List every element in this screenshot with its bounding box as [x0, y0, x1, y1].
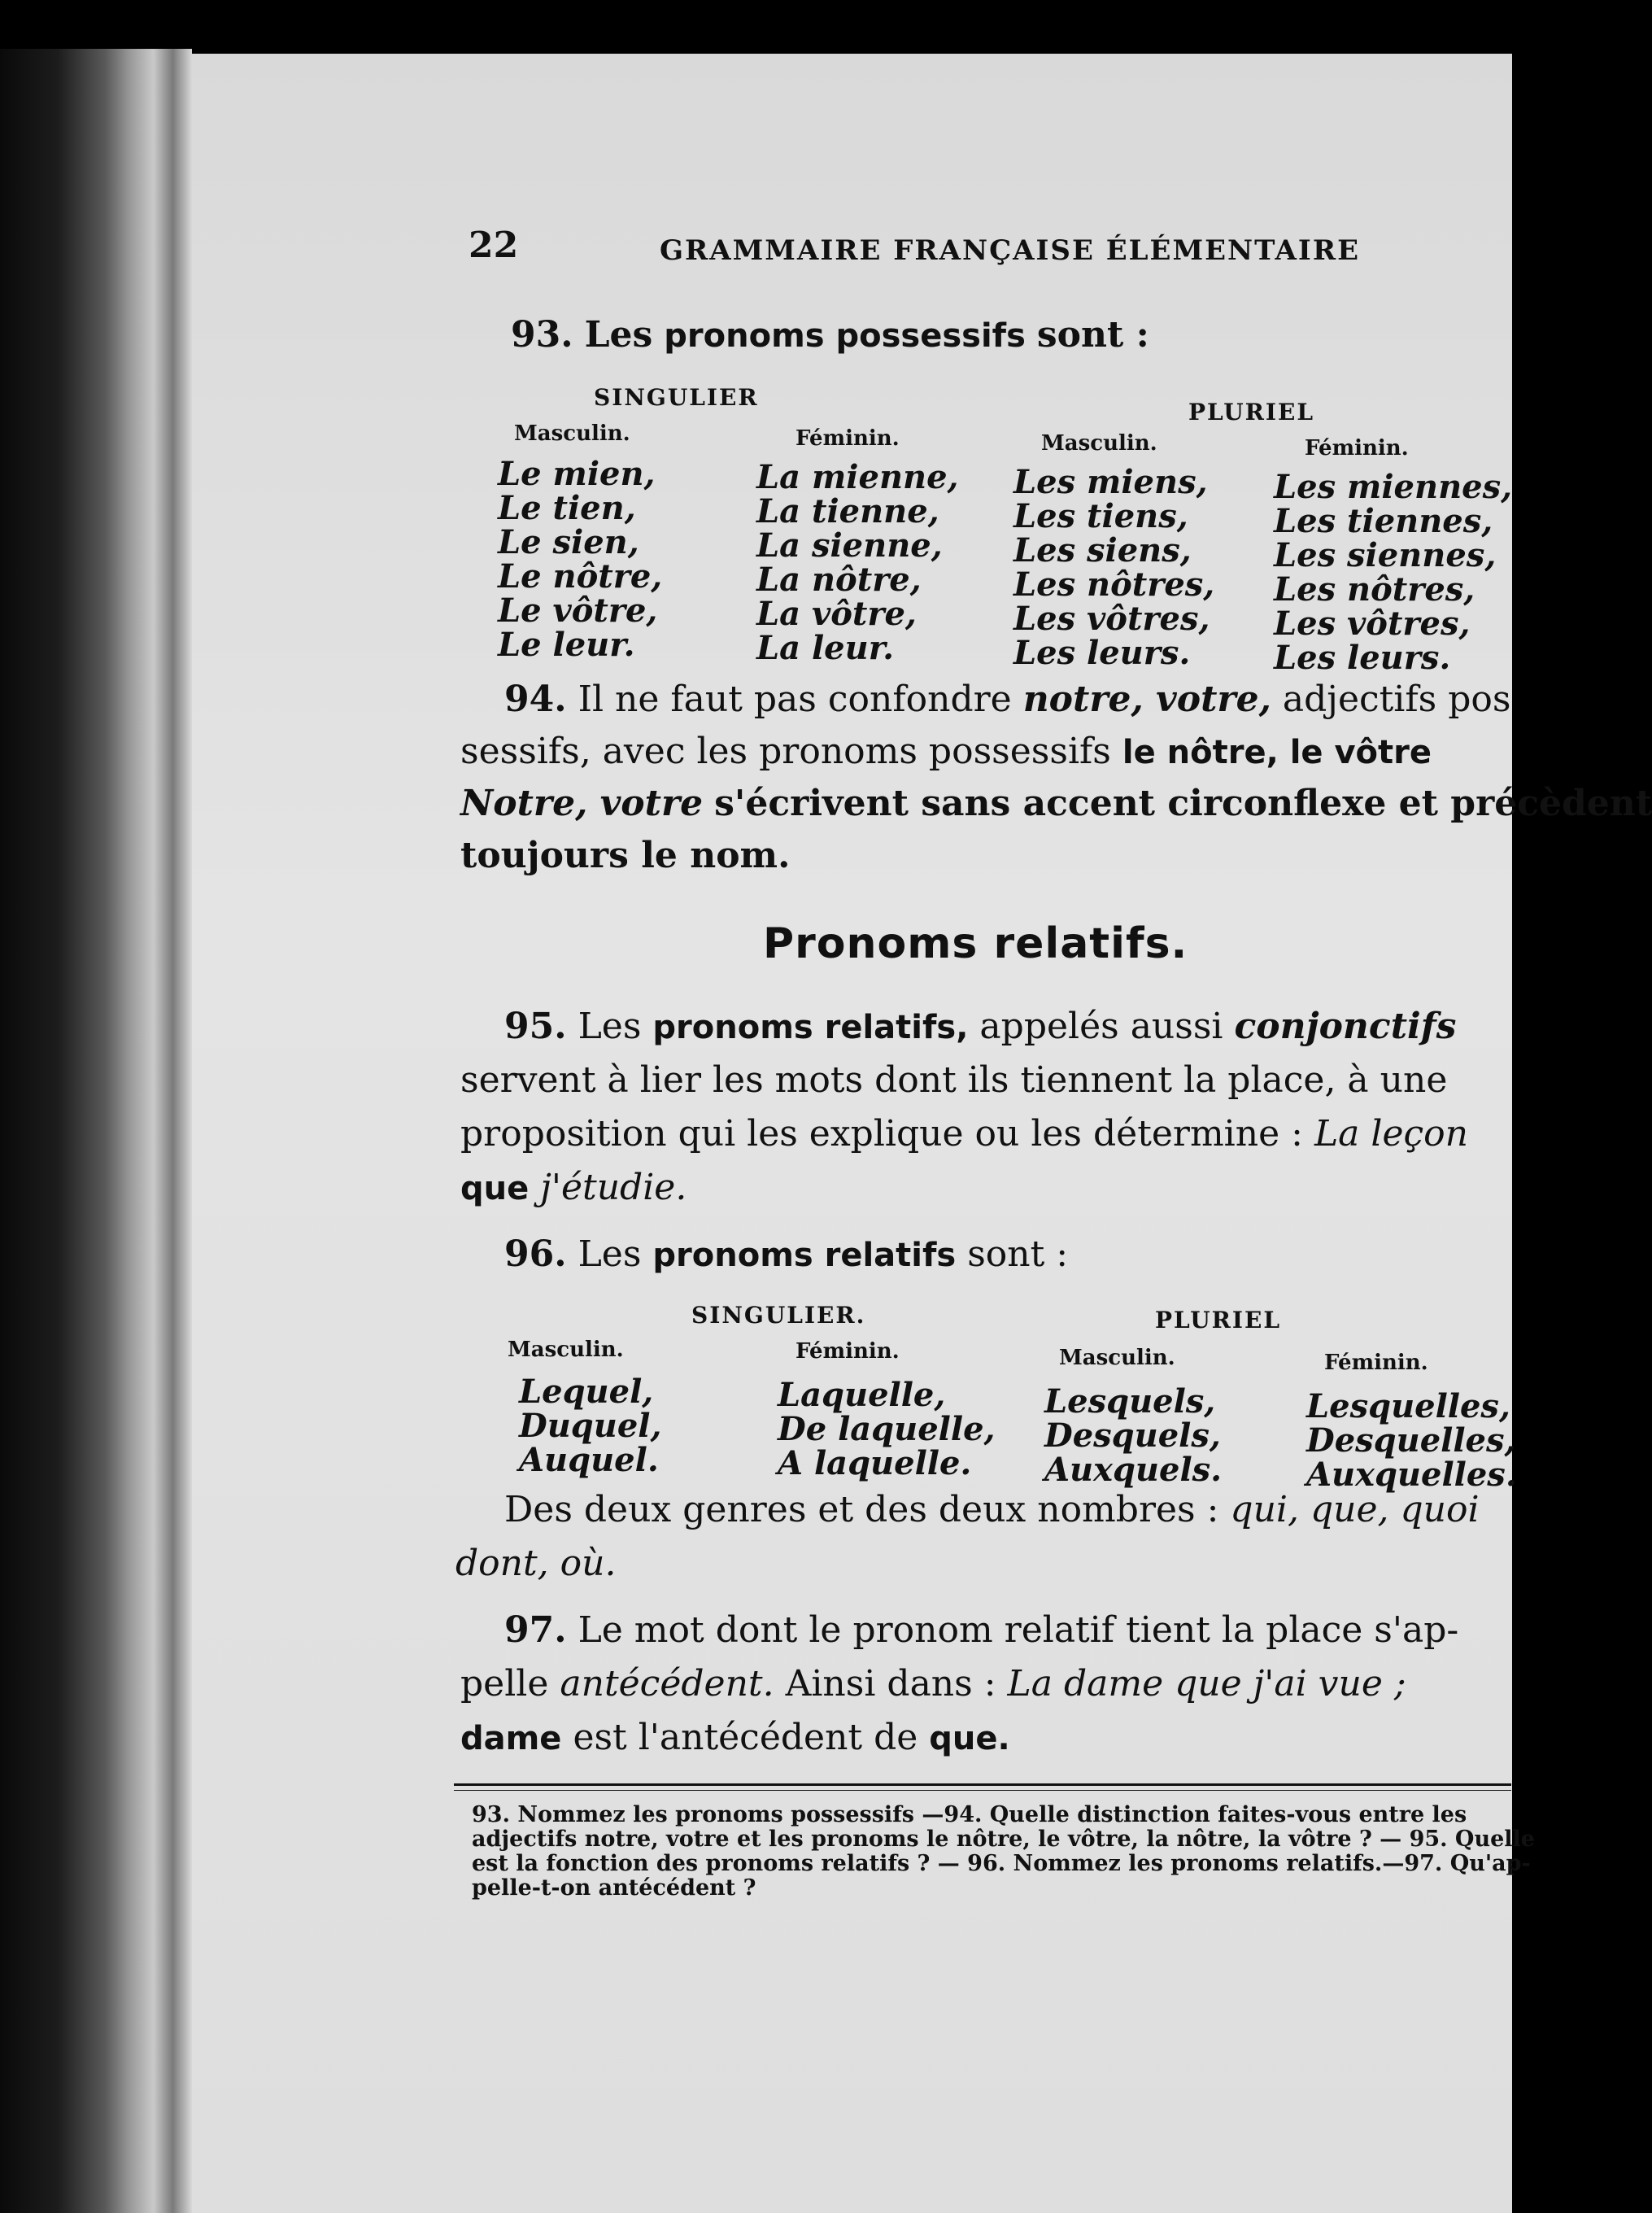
paragraph-93: 93. Les pronoms possessifs sont : — [511, 314, 1149, 356]
relatifs-sg-fem-heading: Féminin. — [795, 1339, 900, 1364]
relatifs-pl-masc-list — [1044, 1382, 1223, 1489]
list-item: Le mien, — [498, 455, 656, 493]
list-item: Lequel, — [519, 1373, 654, 1411]
paragraph-94-line-3: Notre, votre s'écrivent sans accent circonflexe et précèdent — [460, 783, 1652, 824]
list-item: La mienne, — [756, 458, 959, 496]
list-item: La nôtre, — [756, 561, 922, 599]
list-item: La leur. — [756, 629, 895, 667]
list-item: Auxquelles. — [1306, 1456, 1517, 1494]
list-item: A laquelle. — [778, 1444, 972, 1482]
section-title: Pronoms relatifs. — [763, 919, 1188, 968]
relatifs-pluriel-heading: PLURIEL — [1155, 1307, 1282, 1333]
page-number: 22 — [469, 225, 519, 266]
running-title: GRAMMAIRE FRANÇAISE ÉLÉMENTAIRE — [660, 234, 1360, 267]
list-item: La tienne, — [756, 492, 939, 530]
relatifs-pl-fem-list — [1306, 1387, 1517, 1494]
term-pronoms-possessifs: pronoms possessifs — [664, 317, 1026, 355]
list-item: Les tiens, — [1013, 497, 1188, 535]
paragraph-97-line-1: 97. Le mot dont le pronom relatif tient la place s'ap- — [504, 1609, 1459, 1651]
relatifs-sg-masc-list — [519, 1375, 661, 1478]
book-page-edges — [0, 49, 192, 2213]
relatifs-pl-fem-heading: Féminin. — [1324, 1351, 1428, 1375]
footnote-line: adjectifs notre, votre et les pronoms le nôtre, le vôtre, la nôtre, la vôtre ? — 95. Quelle — [472, 1827, 1535, 1852]
relatifs-sg-fem-list — [778, 1378, 995, 1481]
list-item: Duquel, — [519, 1407, 662, 1445]
list-item: La sienne, — [756, 526, 943, 565]
paragraph-94-line-2: sessifs, avec les pronoms possessifs le nôtre, le vôtre — [460, 731, 1432, 772]
paragraph-94-line-1: 94. Il ne faut pas confondre notre, votre, adjectifs pos — [504, 679, 1511, 720]
list-item: Desquels, — [1044, 1416, 1221, 1455]
list-item: Lesquelles, — [1306, 1387, 1510, 1425]
list-item: Le tien, — [498, 489, 636, 527]
list-item: Les leurs. — [1274, 639, 1451, 677]
list-item: Le nôtre, — [498, 557, 663, 596]
possessifs-sg-fem-heading: Féminin. — [795, 426, 900, 451]
list-item: Auxquels. — [1044, 1451, 1223, 1489]
possessifs-sg-masc-heading: Masculin. — [514, 421, 630, 446]
footnote-rule-thin — [454, 1790, 1511, 1791]
list-item: Le vôtre, — [498, 591, 658, 630]
deux-genres-line-2: dont, où. — [455, 1543, 617, 1584]
possessifs-pluriel-heading: PLURIEL — [1188, 399, 1315, 426]
relatifs-sg-masc-heading: Masculin. — [508, 1338, 624, 1362]
possessifs-pl-masc-list — [1013, 465, 1214, 670]
list-item: Les miennes, — [1274, 468, 1513, 506]
footnote-rule — [454, 1783, 1511, 1786]
possessifs-sg-fem-list — [756, 460, 958, 666]
paragraph-95-line-3: proposition qui les explique ou les détermine : La leçon — [460, 1113, 1468, 1155]
list-item: Laquelle, — [778, 1376, 946, 1414]
list-item: Les tiennes, — [1274, 502, 1493, 540]
paragraph-94-line-4: toujours le nom. — [460, 835, 791, 876]
paragraph-96: 96. Les pronoms relatifs sont : — [504, 1233, 1069, 1275]
relatifs-singulier-heading: SINGULIER. — [691, 1302, 866, 1329]
footnote-questions — [472, 1803, 1535, 1901]
list-item: La vôtre, — [756, 595, 917, 633]
list-item: Auquel. — [519, 1441, 659, 1479]
paragraph-97-line-3: dame est l'antécédent de que. — [460, 1717, 1010, 1758]
book-page — [192, 54, 1652, 2213]
possessifs-pl-masc-heading: Masculin. — [1041, 431, 1157, 456]
list-item: Les siens, — [1013, 531, 1192, 570]
list-item: Lesquels, — [1044, 1382, 1216, 1421]
paragraph-95-line-1: 95. Les pronoms relatifs, appelés aussi conjonctifs — [504, 1006, 1457, 1047]
relatifs-pl-masc-heading: Masculin. — [1059, 1346, 1175, 1370]
possessifs-sg-masc-list — [498, 457, 662, 662]
list-item: Les siennes, — [1274, 536, 1497, 574]
list-item: Desquelles, — [1306, 1421, 1516, 1460]
list-item: Le sien, — [498, 523, 639, 561]
deux-genres-line-1: Des deux genres et des deux nombres : qui, que, quoi — [504, 1489, 1480, 1530]
paragraph-95-line-4: que j'étudie. — [460, 1167, 687, 1208]
possessifs-pl-fem-heading: Féminin. — [1305, 436, 1409, 460]
footnote-line: 93. Nommez les pronoms possessifs —94. Quelle distinction faites-vous entre les — [472, 1802, 1467, 1827]
list-item: Les vôtres, — [1274, 605, 1471, 643]
list-item: Les vôtres, — [1013, 600, 1210, 638]
list-item: Le leur. — [498, 626, 635, 664]
paragraph-number: 93. — [511, 314, 573, 356]
footnote-line: pelle-t-on antécédent ? — [472, 1875, 756, 1901]
footnote-line: est la fonction des pronoms relatifs ? — 96. Nommez les pronoms relatifs.—97. Qu'ap- — [472, 1851, 1531, 1876]
list-item: Les nôtres, — [1013, 565, 1215, 604]
paragraph-95-line-2: servent à lier les mots dont ils tiennent la place, à une — [460, 1059, 1448, 1101]
paragraph-97-line-2: pelle antécédent. Ainsi dans : La dame que j'ai vue ; — [460, 1663, 1406, 1704]
list-item: De laquelle, — [778, 1410, 996, 1448]
list-item: Les nôtres, — [1274, 570, 1475, 609]
possessifs-singulier-heading: SINGULIER — [594, 384, 759, 411]
list-item: Les miens, — [1013, 463, 1208, 501]
list-item: Les leurs. — [1013, 634, 1191, 672]
possessifs-pl-fem-list — [1274, 470, 1512, 675]
